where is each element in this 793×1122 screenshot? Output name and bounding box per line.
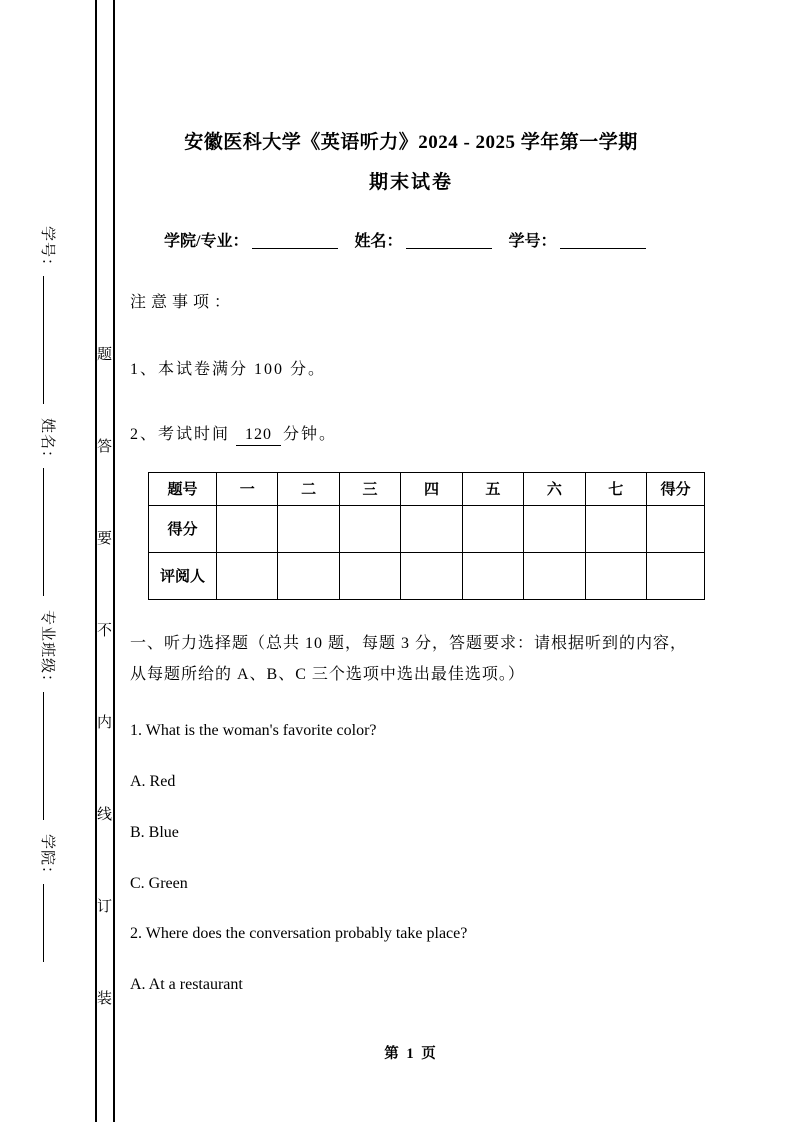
exam-subtitle: 期末试卷: [368, 171, 453, 193]
info-name-label: 姓名：: [354, 232, 403, 250]
score-table-header-row: [149, 472, 705, 505]
reviewer-row-label: 评阅人: [149, 552, 217, 599]
question-1-text: 1. What is the woman's favorite color?: [130, 721, 377, 739]
binding-line-right: [113, 0, 115, 1122]
note-item-1: 1、本试卷满分 100 分。: [130, 360, 327, 378]
sidebar-field-label-college: 学院：: [39, 834, 55, 883]
score-table-header-cell: 得分: [647, 472, 705, 505]
question-2-text: 2. Where does the conversation probably take place?: [130, 924, 468, 942]
score-cell: [585, 505, 646, 552]
score-cell: [278, 552, 339, 599]
score-cell: [217, 552, 278, 599]
score-table-header-cell: 七: [585, 472, 646, 505]
score-cell: [217, 505, 278, 552]
fill-blank: [252, 235, 338, 249]
score-table-header-cell: 二: [278, 472, 339, 505]
sidebar-student-fields: [36, 226, 58, 1016]
sidebar-field-label-student-id: 学号：: [39, 226, 55, 275]
note-item-2: [130, 421, 692, 446]
score-cell: [462, 552, 523, 599]
fill-blank: [560, 235, 646, 249]
question-1-option-a: A. Red: [130, 772, 176, 790]
fill-blank: [43, 884, 56, 962]
score-cell: [524, 552, 585, 599]
sidebar-field-label-class: 专业班级：: [39, 610, 55, 691]
binding-char: 线: [96, 807, 112, 823]
binding-char: 要: [96, 531, 112, 547]
note-item-2-value: 120: [236, 426, 281, 446]
score-cell: [647, 505, 705, 552]
notes-heading: 注意事项：: [130, 293, 236, 311]
binding-char: 题: [96, 347, 112, 363]
score-table-score-row: [149, 505, 705, 552]
fill-blank: [43, 692, 56, 820]
binding-char: 内: [96, 715, 112, 731]
score-cell: [401, 505, 462, 552]
fill-blank: [43, 276, 56, 404]
info-college-label: 学院/专业：: [164, 232, 249, 250]
binding-char: 不: [96, 623, 112, 639]
section-one-heading: 一、听力选择题（总共 10 题，每题 3 分，答题要求：请根据听到的内容，从每题所给的 A、B、C 三个选项中选出最佳选项。）: [130, 634, 688, 683]
page-footer: 第 1 页: [384, 1046, 438, 1062]
score-table-header-cell: 六: [524, 472, 585, 505]
binding-char: 订: [96, 899, 112, 915]
info-id-label: 学号：: [508, 232, 557, 250]
note-item-2-suffix: 分钟。: [283, 425, 338, 443]
score-row-label: 得分: [149, 505, 217, 552]
question-1-option-b: B. Blue: [130, 823, 179, 841]
score-cell: [339, 552, 400, 599]
binding-text-column: [96, 348, 113, 1007]
score-table-header-cell: 四: [401, 472, 462, 505]
student-info-row: [130, 228, 692, 251]
score-table: [148, 472, 705, 600]
fill-blank: [406, 235, 492, 249]
score-cell: [339, 505, 400, 552]
fill-blank: [43, 468, 56, 596]
binding-char: 装: [96, 991, 112, 1007]
main-content: [130, 0, 692, 994]
score-table-header-cell: 题号: [149, 472, 217, 505]
exam-title: 安徽医科大学《英语听力》2024 - 2025 学年第一学期: [184, 132, 638, 153]
score-cell: [647, 552, 705, 599]
question-2-option-a: A. At a restaurant: [130, 975, 243, 993]
score-cell: [401, 552, 462, 599]
score-cell: [278, 505, 339, 552]
sidebar-field-label-name: 姓名：: [39, 418, 55, 467]
note-item-2-prefix: 2、考试时间: [130, 425, 231, 443]
score-cell: [585, 552, 646, 599]
question-1-option-c: C. Green: [130, 874, 188, 892]
score-cell: [524, 505, 585, 552]
score-cell: [462, 505, 523, 552]
score-table-header-cell: 一: [217, 472, 278, 505]
binding-char: 答: [96, 439, 112, 455]
score-table-reviewer-row: [149, 552, 705, 599]
score-table-header-cell: 五: [462, 472, 523, 505]
score-table-header-cell: 三: [339, 472, 400, 505]
